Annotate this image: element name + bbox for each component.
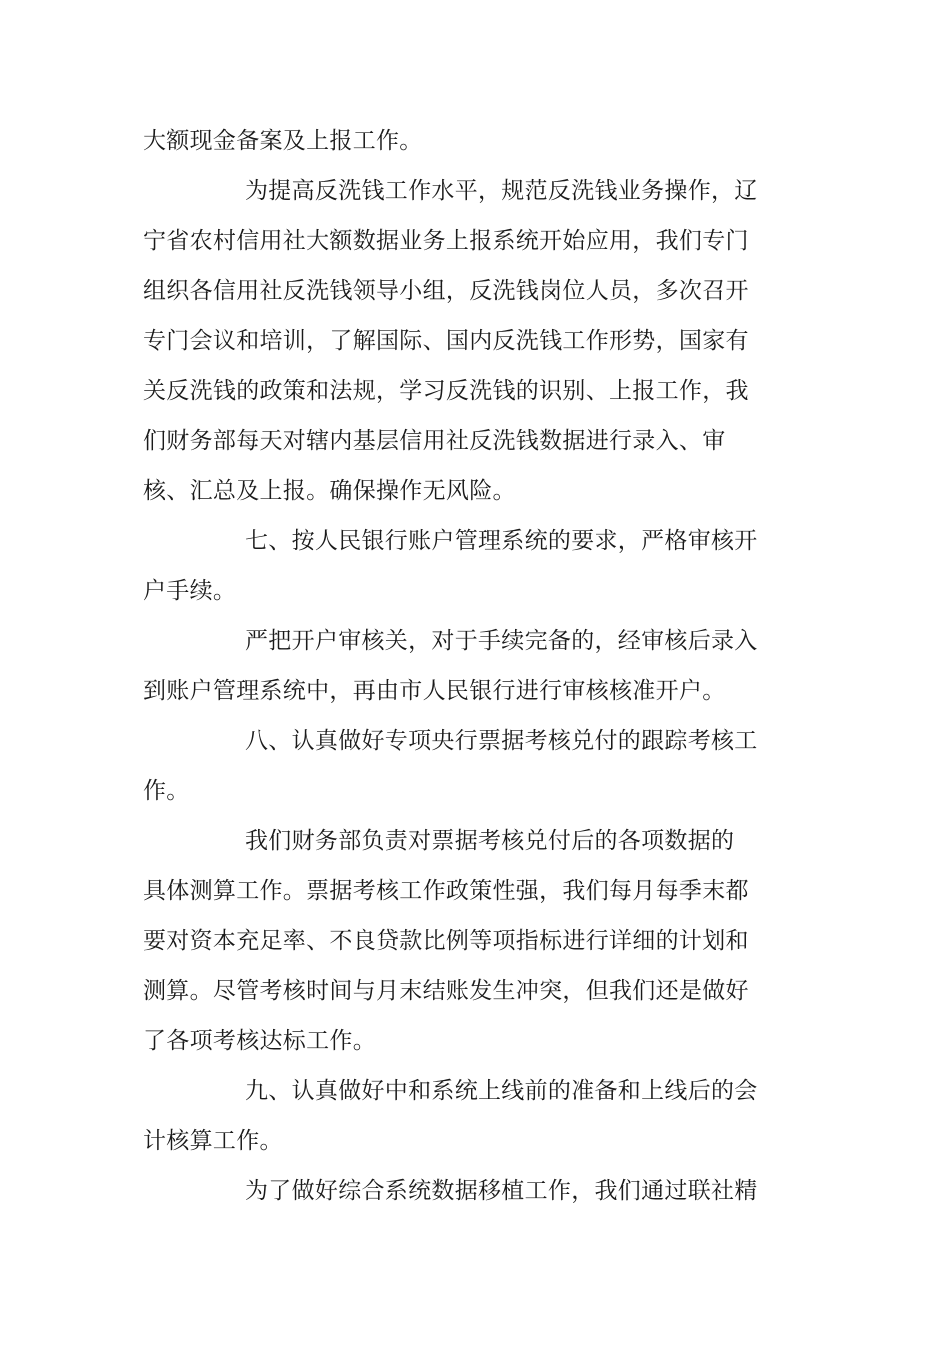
text-line: 核、汇总及上报。确保操作无风险。	[143, 478, 516, 504]
text-line: 具体测算工作。票据考核工作政策性强，我们每月每季末都	[143, 878, 749, 904]
text-line: 测算。尽管考核时间与月末结账发生冲突，但我们还是做好	[143, 978, 749, 1004]
section-heading: 七、按人民银行账户管理系统的要求，严格审核开	[245, 528, 758, 554]
text-line: 要对资本充足率、不良贷款比例等项指标进行详细的计划和	[143, 928, 749, 954]
text-line: 到账户管理系统中，再由市人民银行进行审核核准开户。	[143, 678, 726, 704]
text-line: 们财务部每天对辖内基层信用社反洗钱数据进行录入、审	[143, 428, 726, 454]
section-heading: 九、认真做好中和系统上线前的准备和上线后的会	[245, 1078, 758, 1104]
text-line: 专门会议和培训，了解国际、国内反洗钱工作形势，国家有	[143, 328, 749, 354]
text-line: 我们财务部负责对票据考核兑付后的各项数据的	[245, 828, 735, 854]
section-heading: 户手续。	[143, 578, 237, 604]
text-line: 关反洗钱的政策和法规，学习反洗钱的识别、上报工作，我	[143, 378, 749, 404]
section-heading: 计核算工作。	[143, 1128, 283, 1154]
text-line: 大额现金备案及上报工作。	[143, 128, 423, 154]
text-line: 组织各信用社反洗钱领导小组，反洗钱岗位人员，多次召开	[143, 278, 749, 304]
text-line: 为提高反洗钱工作水平，规范反洗钱业务操作，辽	[245, 178, 758, 204]
text-line: 宁省农村信用社大额数据业务上报系统开始应用，我们专门	[143, 228, 749, 254]
text-line: 为了做好综合系统数据移植工作，我们通过联社精	[245, 1178, 758, 1204]
text-line: 了各项考核达标工作。	[143, 1028, 376, 1054]
text-line: 严把开户审核关，对于手续完备的，经审核后录入	[245, 628, 758, 654]
section-heading: 八、认真做好专项央行票据考核兑付的跟踪考核工	[245, 728, 758, 754]
section-heading: 作。	[143, 778, 190, 804]
